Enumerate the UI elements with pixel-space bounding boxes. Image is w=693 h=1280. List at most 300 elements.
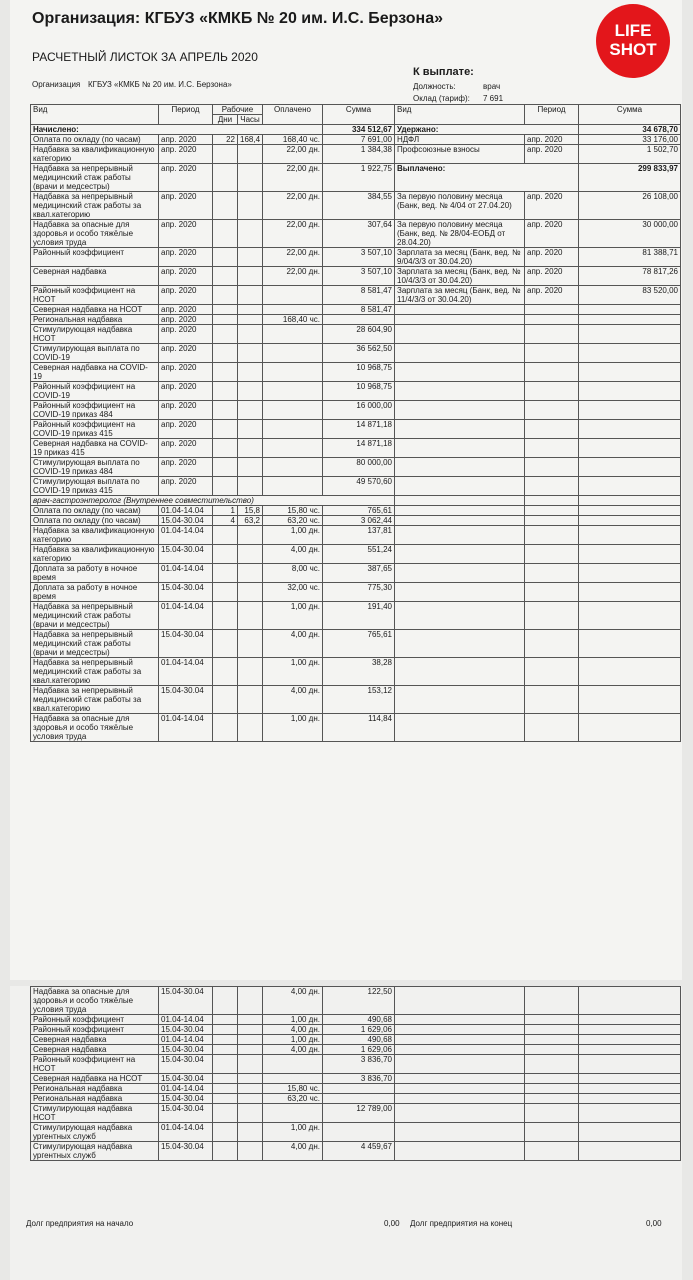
right-empty <box>395 1094 525 1104</box>
right-empty <box>579 545 681 564</box>
accrual-hours <box>238 1084 263 1094</box>
accrual-days <box>213 1104 238 1123</box>
accrual-days <box>213 1142 238 1161</box>
accrued-label: Начислено: <box>31 125 323 135</box>
payslip-page-2 <box>10 986 682 1280</box>
accrual-sum: 1 629,06 <box>323 1025 395 1035</box>
lifeshot-logo <box>596 4 670 78</box>
accrual-hours <box>238 1025 263 1035</box>
table-row <box>31 686 681 714</box>
accrual-sum <box>323 1094 395 1104</box>
right-empty <box>579 477 681 496</box>
table-row <box>31 602 681 630</box>
accrual-days <box>213 630 238 658</box>
table-row <box>31 164 681 192</box>
position-value: врач <box>483 82 501 91</box>
accrual-paid: 4,00 дн. <box>263 630 323 658</box>
right-empty <box>579 420 681 439</box>
accrual-period: апр. 2020 <box>159 344 213 363</box>
right-empty <box>579 1123 681 1142</box>
totals-row <box>31 125 681 135</box>
right-empty <box>395 1074 525 1084</box>
right-empty <box>525 987 579 1015</box>
right-empty <box>579 458 681 477</box>
right-empty <box>395 458 525 477</box>
right-empty <box>525 1123 579 1142</box>
accrual-paid: 8,00 чс. <box>263 564 323 583</box>
accrual-hours <box>238 477 263 496</box>
right-empty <box>525 583 579 602</box>
accrual-type: Северная надбавка <box>31 1035 159 1045</box>
accrual-type: Северная надбавка на НСОТ <box>31 305 159 315</box>
table-row <box>31 714 681 742</box>
right-empty <box>525 325 579 344</box>
accrual-sum: 387,65 <box>323 564 395 583</box>
accrual-hours <box>238 382 263 401</box>
table-row <box>31 526 681 545</box>
accrual-sum: 1 629,06 <box>323 1045 395 1055</box>
accrual-days <box>213 1035 238 1045</box>
withholding-period: апр. 2020 <box>525 145 579 164</box>
accrual-hours: 15,8 <box>238 506 263 516</box>
right-empty <box>525 1142 579 1161</box>
col-working: Рабочие <box>213 105 263 115</box>
accrual-paid: 168,40 чс. <box>263 135 323 145</box>
accrual-sum: 3 507,10 <box>323 248 395 267</box>
accrual-type: Надбавка за квалификационную категорию <box>31 526 159 545</box>
accrual-period: 15.04-30.04 <box>159 1094 213 1104</box>
accrual-type: Оплата по окладу (по часам) <box>31 135 159 145</box>
accrual-type: Северная надбавка на НСОТ <box>31 1074 159 1084</box>
accrual-paid <box>263 286 323 305</box>
accrual-days <box>213 658 238 686</box>
accrual-hours <box>238 526 263 545</box>
accrual-paid <box>263 477 323 496</box>
accrual-type: Районный коэффициент на COVID-19 <box>31 382 159 401</box>
accrual-paid: 4,00 дн. <box>263 987 323 1015</box>
accrual-type: Надбавка за квалификационную категорию <box>31 145 159 164</box>
right-empty <box>395 1035 525 1045</box>
accrual-type: Надбавка за непрерывный медицинский стаж работы за квал.категорию <box>31 658 159 686</box>
right-empty <box>579 516 681 526</box>
accrual-period: 15.04-30.04 <box>159 545 213 564</box>
col-sum: Сумма <box>323 105 395 125</box>
accrual-sum: 114,84 <box>323 714 395 742</box>
accrual-sum: 38,28 <box>323 658 395 686</box>
accrual-paid: 1,00 дн. <box>263 526 323 545</box>
debt-start-label: Долг предприятия на начало <box>26 1219 134 1228</box>
accrual-days <box>213 1015 238 1025</box>
accrual-days <box>213 286 238 305</box>
accrual-hours <box>238 439 263 458</box>
accrual-sum: 490,68 <box>323 1035 395 1045</box>
accrual-type: Оплата по окладу (по часам) <box>31 506 159 516</box>
accrual-period: 15.04-30.04 <box>159 516 213 526</box>
right-empty <box>525 526 579 545</box>
debt-end-label: Долг предприятия на конец <box>410 1219 513 1228</box>
table-row <box>31 1055 681 1074</box>
payout-sum: 26 108,00 <box>579 192 681 220</box>
accrual-period: апр. 2020 <box>159 401 213 420</box>
accrual-days <box>213 363 238 382</box>
accrual-days <box>213 420 238 439</box>
accrual-paid <box>263 1104 323 1123</box>
accrual-period: 15.04-30.04 <box>159 1104 213 1123</box>
accrual-paid: 32,00 чс. <box>263 583 323 602</box>
right-empty <box>579 382 681 401</box>
right-empty <box>395 1104 525 1123</box>
paid-label: Выплачено: <box>395 164 579 192</box>
accrual-hours <box>238 401 263 420</box>
accrual-sum <box>323 315 395 325</box>
debt-start-value: 0,00 <box>384 1219 400 1228</box>
right-empty <box>579 1142 681 1161</box>
table-row <box>31 564 681 583</box>
accrual-paid <box>263 439 323 458</box>
table-row <box>31 506 681 516</box>
accrual-days <box>213 305 238 315</box>
accrual-days <box>213 145 238 164</box>
accrual-type: Районный коэффициент на COVID-19 приказ 484 <box>31 401 159 420</box>
right-empty <box>395 1055 525 1074</box>
accrual-period: апр. 2020 <box>159 439 213 458</box>
accrual-days <box>213 1094 238 1104</box>
accrual-hours <box>238 344 263 363</box>
col-sum2: Сумма <box>579 105 681 125</box>
right-empty <box>525 382 579 401</box>
accrual-hours <box>238 1015 263 1025</box>
accrual-days <box>213 382 238 401</box>
right-empty <box>525 686 579 714</box>
accrual-sum: 28 604,90 <box>323 325 395 344</box>
accrual-period: апр. 2020 <box>159 305 213 315</box>
accrual-days <box>213 325 238 344</box>
accrual-period: апр. 2020 <box>159 420 213 439</box>
payout-sum: 30 000,00 <box>579 220 681 248</box>
table-row <box>31 192 681 220</box>
accrual-period: 15.04-30.04 <box>159 1025 213 1035</box>
accrual-sum: 12 789,00 <box>323 1104 395 1123</box>
accrual-days <box>213 545 238 564</box>
accrual-paid: 1,00 дн. <box>263 658 323 686</box>
right-empty <box>395 344 525 363</box>
org-value: КГБУЗ «КМКБ № 20 им. И.С. Берзона» <box>88 80 232 89</box>
continuation-table <box>30 986 681 1161</box>
rate-label: Оклад (тариф): <box>413 94 470 103</box>
payout-type: Зарплата за месяц (Банк, вед. № 10/4/3/3 от 30.04.20) <box>395 267 525 286</box>
right-empty <box>525 630 579 658</box>
document-subtitle: РАСЧЕТНЫЙ ЛИСТОК ЗА АПРЕЛЬ 2020 <box>32 50 258 64</box>
col-hours: Часы <box>238 115 263 125</box>
accrual-sum: 384,55 <box>323 192 395 220</box>
accrual-period: апр. 2020 <box>159 164 213 192</box>
accrual-hours <box>238 1142 263 1161</box>
accrual-days: 1 <box>213 506 238 516</box>
accrual-type: Стимулирующая надбавка ургентных служб <box>31 1142 159 1161</box>
payslip-table <box>30 104 681 742</box>
right-empty <box>395 1123 525 1142</box>
right-empty <box>579 686 681 714</box>
right-empty <box>395 714 525 742</box>
accrual-sum: 122,50 <box>323 987 395 1015</box>
pay-label: К выплате: <box>413 66 474 78</box>
accrual-type: Стимулирующая надбавка НСОТ <box>31 325 159 344</box>
payout-type: Зарплата за месяц (Банк, вед. № 11/4/3/3 от 30.04.20) <box>395 286 525 305</box>
col-paid: Оплачено <box>263 105 323 125</box>
section-heading: врач-гастроэнтеролог (Внутреннее совместительство) <box>31 496 395 506</box>
accrual-paid: 63,20 чс. <box>263 1094 323 1104</box>
right-empty <box>579 1025 681 1035</box>
accrual-days <box>213 458 238 477</box>
accrual-hours <box>238 1123 263 1142</box>
payout-sum: 81 388,71 <box>579 248 681 267</box>
right-empty <box>579 583 681 602</box>
accrual-type: Районный коэффициент на COVID-19 приказ 415 <box>31 420 159 439</box>
accrual-days <box>213 987 238 1015</box>
accrual-paid: 22,00 дн. <box>263 192 323 220</box>
right-empty <box>579 1084 681 1094</box>
accrual-period: апр. 2020 <box>159 192 213 220</box>
accrual-period: 01.04-14.04 <box>159 602 213 630</box>
accrual-days <box>213 1025 238 1035</box>
accrual-paid <box>263 363 323 382</box>
right-empty <box>525 315 579 325</box>
right-empty <box>525 714 579 742</box>
accrual-period: апр. 2020 <box>159 477 213 496</box>
right-empty <box>525 1084 579 1094</box>
accrual-days <box>213 602 238 630</box>
payout-sum: 78 817,26 <box>579 267 681 286</box>
accrual-type: Надбавка за непрерывный медицинский стаж работы (врачи и медсестры) <box>31 164 159 192</box>
accrual-period: апр. 2020 <box>159 458 213 477</box>
col-period2: Период <box>525 105 579 125</box>
accrual-days <box>213 192 238 220</box>
accrual-period: 01.04-14.04 <box>159 1123 213 1142</box>
accrual-days <box>213 1123 238 1142</box>
accrual-type: Надбавка за непрерывный медицинский стаж работы (врачи и медсестры) <box>31 602 159 630</box>
accrual-type: Надбавка за опасные для здоровья и особо тяжёлые условия труда <box>31 987 159 1015</box>
payslip-page-1 <box>10 0 682 980</box>
right-empty <box>579 315 681 325</box>
payout-sum: 83 520,00 <box>579 286 681 305</box>
payout-period: апр. 2020 <box>525 192 579 220</box>
right-empty <box>395 602 525 630</box>
logo-line-1: LIFE <box>614 21 652 40</box>
accrual-days <box>213 714 238 742</box>
accrual-hours <box>238 583 263 602</box>
accrual-hours <box>238 248 263 267</box>
accrual-sum: 36 562,50 <box>323 344 395 363</box>
right-empty <box>579 1045 681 1055</box>
accrual-type: Оплата по окладу (по часам) <box>31 516 159 526</box>
right-empty <box>395 658 525 686</box>
right-empty <box>579 325 681 344</box>
right-empty <box>395 583 525 602</box>
right-empty <box>525 545 579 564</box>
right-empty <box>395 526 525 545</box>
accrual-type: Доплата за работу в ночное время <box>31 564 159 583</box>
accrual-hours <box>238 1055 263 1074</box>
accrual-type: Надбавка за непрерывный медицинский стаж работы (врачи и медсестры) <box>31 630 159 658</box>
right-empty <box>525 401 579 420</box>
accrual-type: Надбавка за непрерывный медицинский стаж работы за квал.категорию <box>31 192 159 220</box>
right-empty <box>525 1074 579 1084</box>
right-empty <box>525 420 579 439</box>
table-row <box>31 135 681 145</box>
accrual-period: 15.04-30.04 <box>159 686 213 714</box>
right-empty <box>395 516 525 526</box>
right-empty <box>525 564 579 583</box>
accrual-hours <box>238 987 263 1015</box>
accrual-days: 22 <box>213 135 238 145</box>
accrual-period: апр. 2020 <box>159 286 213 305</box>
payout-period: апр. 2020 <box>525 220 579 248</box>
right-empty <box>525 658 579 686</box>
accrual-hours <box>238 658 263 686</box>
accrual-sum <box>323 1123 395 1142</box>
accrual-sum: 3 507,10 <box>323 267 395 286</box>
accrual-period: 15.04-30.04 <box>159 1045 213 1055</box>
right-empty <box>395 506 525 516</box>
right-empty <box>525 1025 579 1035</box>
accrual-sum: 307,64 <box>323 220 395 248</box>
right-empty <box>579 1074 681 1084</box>
accrual-hours <box>238 1074 263 1084</box>
right-empty <box>579 344 681 363</box>
table-row <box>31 1104 681 1123</box>
org-label: Организация <box>32 80 81 89</box>
table-row <box>31 439 681 458</box>
table-row <box>31 1142 681 1161</box>
accrual-days <box>213 477 238 496</box>
table-row <box>31 325 681 344</box>
accrual-period: апр. 2020 <box>159 248 213 267</box>
accrual-type: Надбавка за квалификационную категорию <box>31 545 159 564</box>
accrual-paid <box>263 1055 323 1074</box>
accrual-hours <box>238 220 263 248</box>
accrual-paid: 22,00 дн. <box>263 267 323 286</box>
header-row <box>31 105 681 115</box>
right-empty <box>395 315 525 325</box>
right-empty <box>525 1055 579 1074</box>
section-heading-row <box>31 496 681 506</box>
table-row <box>31 286 681 305</box>
right-empty <box>525 1104 579 1123</box>
accrual-period: апр. 2020 <box>159 220 213 248</box>
accrual-type: Северная надбавка на COVID-19 приказ 415 <box>31 439 159 458</box>
accrual-sum: 16 000,00 <box>323 401 395 420</box>
table-row <box>31 267 681 286</box>
right-empty <box>579 1094 681 1104</box>
accrual-hours <box>238 315 263 325</box>
accrual-days <box>213 564 238 583</box>
accrual-type: Районный коэффициент <box>31 1025 159 1035</box>
accrual-period: 15.04-30.04 <box>159 987 213 1015</box>
col-days: Дни <box>213 115 238 125</box>
accrual-sum: 1 922,75 <box>323 164 395 192</box>
payout-period: апр. 2020 <box>525 248 579 267</box>
accrual-days: 4 <box>213 516 238 526</box>
right-empty <box>579 630 681 658</box>
accrual-sum: 3 836,70 <box>323 1055 395 1074</box>
table-row <box>31 1035 681 1045</box>
right-empty <box>395 564 525 583</box>
accrual-hours <box>238 145 263 164</box>
accrual-paid: 22,00 дн. <box>263 164 323 192</box>
accrual-type: Региональная надбавка <box>31 1094 159 1104</box>
right-empty <box>525 506 579 516</box>
accrual-hours <box>238 420 263 439</box>
accrual-days <box>213 220 238 248</box>
accrual-sum: 3 062,44 <box>323 516 395 526</box>
accrual-period: 01.04-14.04 <box>159 1084 213 1094</box>
accrual-hours <box>238 564 263 583</box>
table-row <box>31 1123 681 1142</box>
table-row <box>31 220 681 248</box>
accrual-period: апр. 2020 <box>159 363 213 382</box>
accrual-paid: 168,40 чс. <box>263 315 323 325</box>
right-empty <box>395 496 525 506</box>
table-row <box>31 145 681 164</box>
accrual-sum: 153,12 <box>323 686 395 714</box>
accrual-days <box>213 267 238 286</box>
right-empty <box>395 686 525 714</box>
accrual-days <box>213 526 238 545</box>
right-empty <box>579 658 681 686</box>
accrual-paid: 63,20 чс. <box>263 516 323 526</box>
accrual-hours <box>238 602 263 630</box>
withheld-label: Удержано: <box>395 125 579 135</box>
right-empty <box>579 714 681 742</box>
accrual-hours: 63,2 <box>238 516 263 526</box>
right-empty <box>525 1035 579 1045</box>
table-row <box>31 458 681 477</box>
payout-period: апр. 2020 <box>525 267 579 286</box>
accrual-hours <box>238 363 263 382</box>
right-empty <box>579 401 681 420</box>
table-row <box>31 1094 681 1104</box>
accrual-paid: 1,00 дн. <box>263 1123 323 1142</box>
accrual-type: Стимулирующая выплата по COVID-19 <box>31 344 159 363</box>
table-row <box>31 1074 681 1084</box>
accrual-paid <box>263 1074 323 1084</box>
right-empty <box>395 1025 525 1035</box>
accrual-type: Надбавка за непрерывный медицинский стаж работы за квал.категорию <box>31 686 159 714</box>
accrual-period: 15.04-30.04 <box>159 1055 213 1074</box>
withholding-period: апр. 2020 <box>525 135 579 145</box>
right-empty <box>395 420 525 439</box>
accrual-hours <box>238 1035 263 1045</box>
right-empty <box>525 439 579 458</box>
right-empty <box>579 496 681 506</box>
right-empty <box>395 401 525 420</box>
accrual-sum: 4 459,67 <box>323 1142 395 1161</box>
accrual-days <box>213 248 238 267</box>
accrual-days <box>213 401 238 420</box>
accrual-hours <box>238 458 263 477</box>
accrual-period: 01.04-14.04 <box>159 506 213 516</box>
table-row <box>31 420 681 439</box>
accrual-type: Северная надбавка на COVID-19 <box>31 363 159 382</box>
table-row <box>31 1045 681 1055</box>
accrual-days <box>213 344 238 363</box>
accrual-type: Стимулирующая надбавка НСОТ <box>31 1104 159 1123</box>
accrual-period: апр. 2020 <box>159 267 213 286</box>
accrual-period: апр. 2020 <box>159 145 213 164</box>
table-row <box>31 344 681 363</box>
accrual-paid: 22,00 дн. <box>263 220 323 248</box>
right-empty <box>579 602 681 630</box>
